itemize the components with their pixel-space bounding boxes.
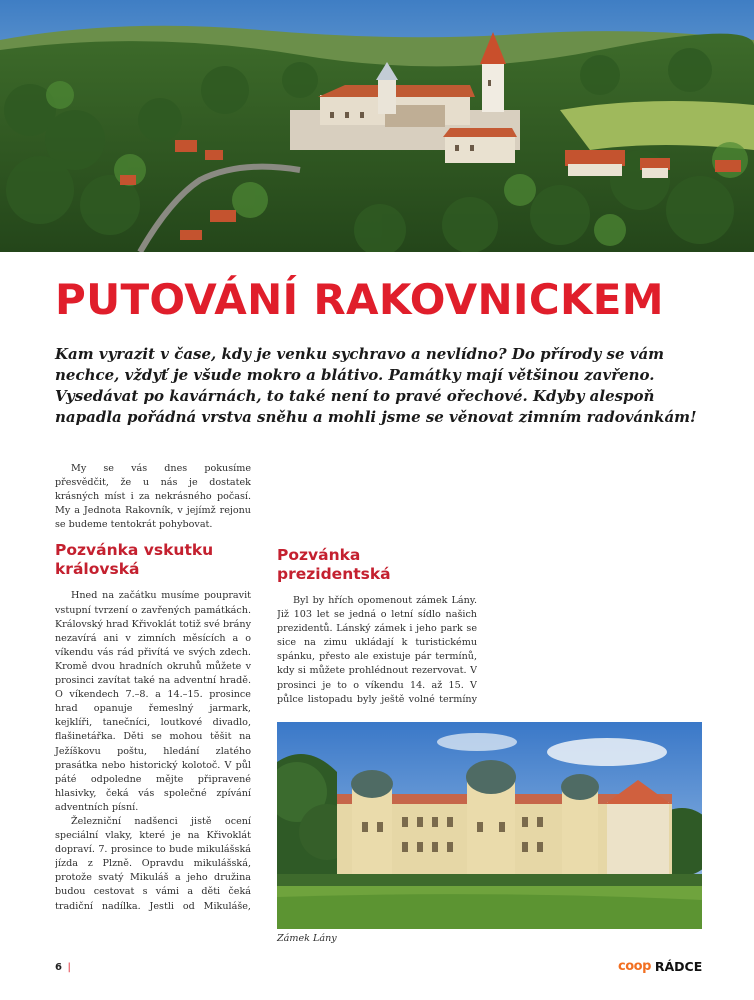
page-number-value: 6 [55, 962, 62, 973]
radce-wordmark: RÁDCE [654, 959, 703, 974]
royal-paragraph-1: Hned na začátku musíme poupravit vstupní tvrzení o zavřených památkách. Královský hrad Křivoklát totiž své brány nezavírá ani v zimních měsících a o víkendu vás rád přivítá ve svých zdech. Kromě dvou hradních okruhů můžete v prosinci zavítat také na adventní hradě. O víkendech 7.–8. a 14.–15. prosince hrad opanuje řemeslný jarmark, kejklíři, tanečníci, loutkové divadlo, flašinetářka. Děti se mohou těšit na Ježíškovu poštu, hledání zlatého prasátka nebo historický kolotoč. V půl páté odpoledne mějte připravené hlasivky, čeká vás společné zpívání adventních písní. [55, 590, 251, 813]
article-lead: Kam vyrazit v čase, kdy je venku sychravo a nevlídno? Do přírody se vám nechce, vždyť je všude mokro a blátivo. Památky mají většinou zavřeno. Vysedávat po kavárnách, to také není to pravé ořechové. Kdyby alespoň napadla pořádná vrstva sněhu a mohli jsme se věnovat zimním radovánkám! [55, 345, 697, 426]
article-title: PUTOVÁNÍ RAKOVNICKEM [55, 275, 664, 324]
column-2 [277, 462, 477, 707]
photo-caption: Zámek Lány [277, 933, 337, 944]
presidential-paragraph: Byl by hřích opomenout zámek Lány. Již 103 let se jedná o letní sídlo našich prezidentů. Lánský zámek i jeho park se sice na zimu ukládají k turistickému spánku, přesto ale existuje pár termínů, kdy si můžete prohlédnout rezervovat. V prosinci je to o víkendu 14. až 15. V půlce listopadu byly ještě volné termíny [277, 595, 477, 705]
section-heading-royal: Pozvánka vskutku královská [55, 541, 214, 579]
brand-logo [618, 958, 702, 976]
hero-photo-krivoklat [0, 0, 754, 252]
intro-paragraph: My se vás dnes pokusíme přesvědčit, že u nás je dostatek krásných míst i za nekrásného počasí. My a Jednota Rakovník, v jejímž rejonu se budeme tentokrát pohybovat. [55, 463, 251, 531]
page-number [55, 962, 71, 974]
column-1 [55, 462, 251, 913]
photo-zamek-lany [277, 722, 702, 929]
section-heading-presidential: Pozvánka prezidentská [277, 546, 391, 583]
page-number-separator: | [67, 962, 71, 973]
royal-paragraph-2-start: Železniční nadšenci jistě ocení speciální vlaky, které je na Křivoklát dopraví. 7. prosince to bude mikulášská jízda z Plzně. Opravdu mikulášská, protože svatý Mikuláš a jeho družina budou cestovat s vámi a děti čeká tradiční nadílka. Jestli od Mikuláše, [55, 815, 251, 912]
coop-logo: coop [618, 959, 651, 974]
